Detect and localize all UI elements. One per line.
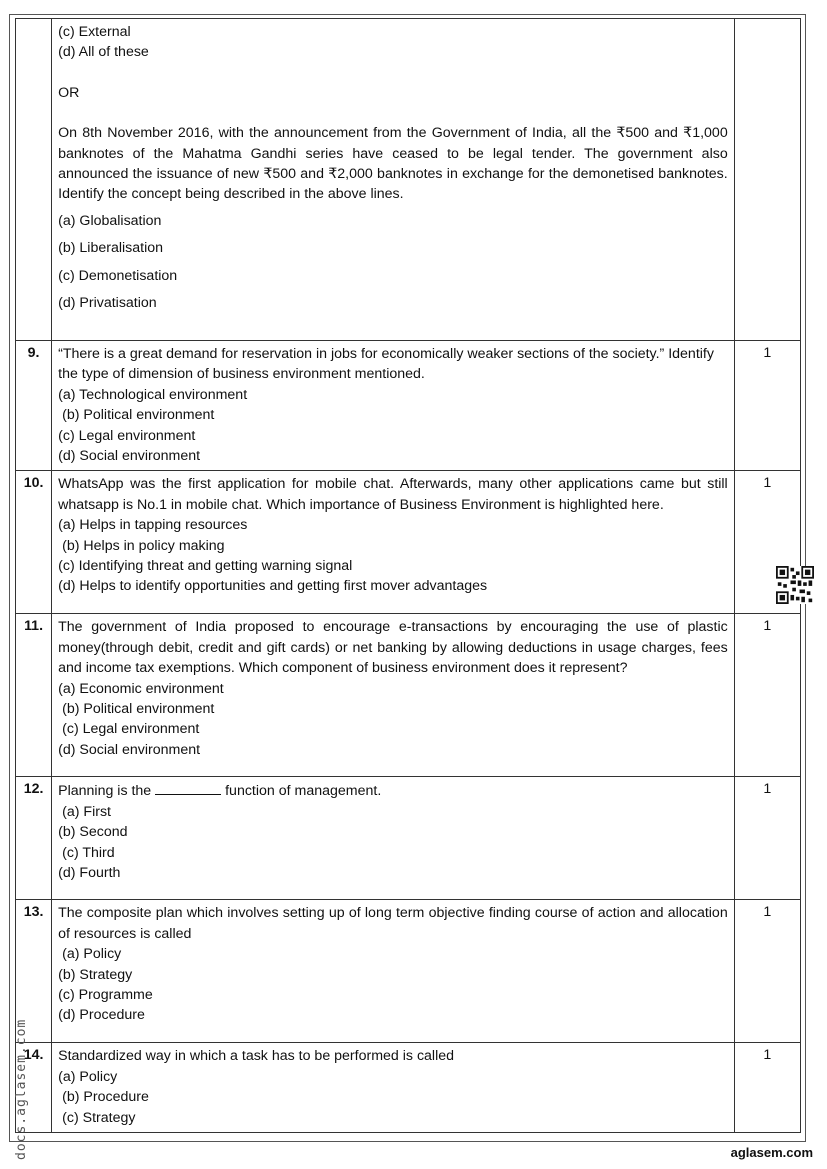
option-b: (b) Political environment xyxy=(62,701,215,718)
option-b: (b) Helps in policy making xyxy=(62,537,225,554)
marks-value: 1 xyxy=(734,900,800,1043)
option-c: (c) Legal environment xyxy=(62,721,200,738)
option-d: (d) Procedure xyxy=(58,1007,145,1024)
question-text: On 8th November 2016, with the announcement from the Government of India, all the ₹500 and ₹1,000 banknotes of the Mahatma Gandhi series have ceased to be legal tender. The government also announced the issuance of new ₹500 and ₹2,000 banknotes in exchange for the demonetised banknotes. Identify the concept being described in the above lines. xyxy=(58,125,728,203)
table-row xyxy=(16,1043,801,1133)
question-text: The composite plan which involves setting up of long term objective finding course of action and allocation of resources is called xyxy=(58,905,728,942)
option-c: (c) Strategy xyxy=(62,1109,136,1126)
table-row xyxy=(16,614,801,777)
question-number xyxy=(16,19,52,341)
option-a: (a) Policy xyxy=(62,946,122,963)
question-number: 10. xyxy=(16,471,52,614)
side-watermark: docs.aglasem.com xyxy=(14,1018,29,1160)
option-c: (c) Third xyxy=(62,844,115,861)
question-number: 9. xyxy=(16,341,52,471)
marks-value: 1 xyxy=(734,471,800,614)
option-a: (a) First xyxy=(62,803,111,820)
option-a: (a) Technological environment xyxy=(58,386,248,403)
question-body xyxy=(52,471,735,614)
question-text-end: function of management. xyxy=(225,783,382,800)
question-body xyxy=(52,1043,735,1133)
question-text-start: Planning is the xyxy=(58,783,152,800)
option-b: (b) Political environment xyxy=(62,407,215,424)
marks-value: 1 xyxy=(734,341,800,471)
question-table xyxy=(15,18,801,1133)
option-a: (a) Helps in tapping resources xyxy=(58,517,248,534)
marks-value: 1 xyxy=(734,777,800,900)
option-d: (d) Privatisation xyxy=(58,295,157,312)
option-d: (d) Helps to identify opportunities and getting first mover advantages xyxy=(58,578,488,595)
question-number: 14. xyxy=(16,1043,52,1133)
table-row xyxy=(16,341,801,471)
marks-value: 1 xyxy=(734,1043,800,1133)
option-c: (c) External xyxy=(58,24,131,40)
marks-value: 1 xyxy=(734,614,800,777)
option-c: (c) Legal environment xyxy=(58,427,196,444)
option-c: (c) Identifying threat and getting warning signal xyxy=(58,558,353,575)
option-a: (a) Globalisation xyxy=(58,212,162,229)
option-c: (c) Demonetisation xyxy=(58,267,178,284)
table-row xyxy=(16,471,801,614)
or-separator: OR xyxy=(58,84,80,101)
question-body xyxy=(52,19,735,341)
question-text xyxy=(58,780,728,801)
footer-brand: aglasem.com xyxy=(730,1145,813,1160)
question-body xyxy=(52,777,735,900)
table-row xyxy=(16,777,801,900)
option-b: (b) Procedure xyxy=(62,1089,149,1106)
fill-in-blank xyxy=(155,780,221,795)
question-number: 13. xyxy=(16,900,52,1043)
question-body xyxy=(52,900,735,1043)
table-row xyxy=(16,19,801,341)
question-text: WhatsApp was the first application for mobile chat. Afterwards, many other applications came but still whatsapp is No.1 in mobile chat. Which importance of Business Environment is highlighted here. xyxy=(58,476,728,513)
question-text: The government of India proposed to encourage e-transactions by encouraging the use of plastic money(through debit, credit and gift cards) or net banking by allowing deductions in usage charges, fees and income tax exemptions. Which component of business environment does it represent? xyxy=(58,619,728,677)
option-a: (a) Economic environment xyxy=(58,680,224,697)
option-a: (a) Policy xyxy=(58,1068,118,1085)
question-number: 12. xyxy=(16,777,52,900)
option-b: (b) Liberalisation xyxy=(58,240,164,257)
option-d: (d) Social environment xyxy=(58,741,201,758)
option-c: (c) Programme xyxy=(58,987,153,1004)
question-body xyxy=(52,614,735,777)
marks-cell xyxy=(734,19,800,341)
question-number: 11. xyxy=(16,614,52,777)
question-text: Standardized way in which a task has to be performed is called xyxy=(58,1048,455,1065)
question-text: “There is a great demand for reservation in jobs for economically weaker sections of the society.” Identify the type of dimension of business environment mentioned. xyxy=(58,346,714,383)
option-d: (d) Social environment xyxy=(58,448,201,465)
qr-code-icon xyxy=(776,566,814,604)
option-b: (b) Second xyxy=(58,824,128,841)
question-body xyxy=(52,341,735,471)
option-b: (b) Strategy xyxy=(58,966,133,983)
option-d: (d) All of these xyxy=(58,44,149,61)
option-d: (d) Fourth xyxy=(58,865,121,882)
table-row xyxy=(16,900,801,1043)
